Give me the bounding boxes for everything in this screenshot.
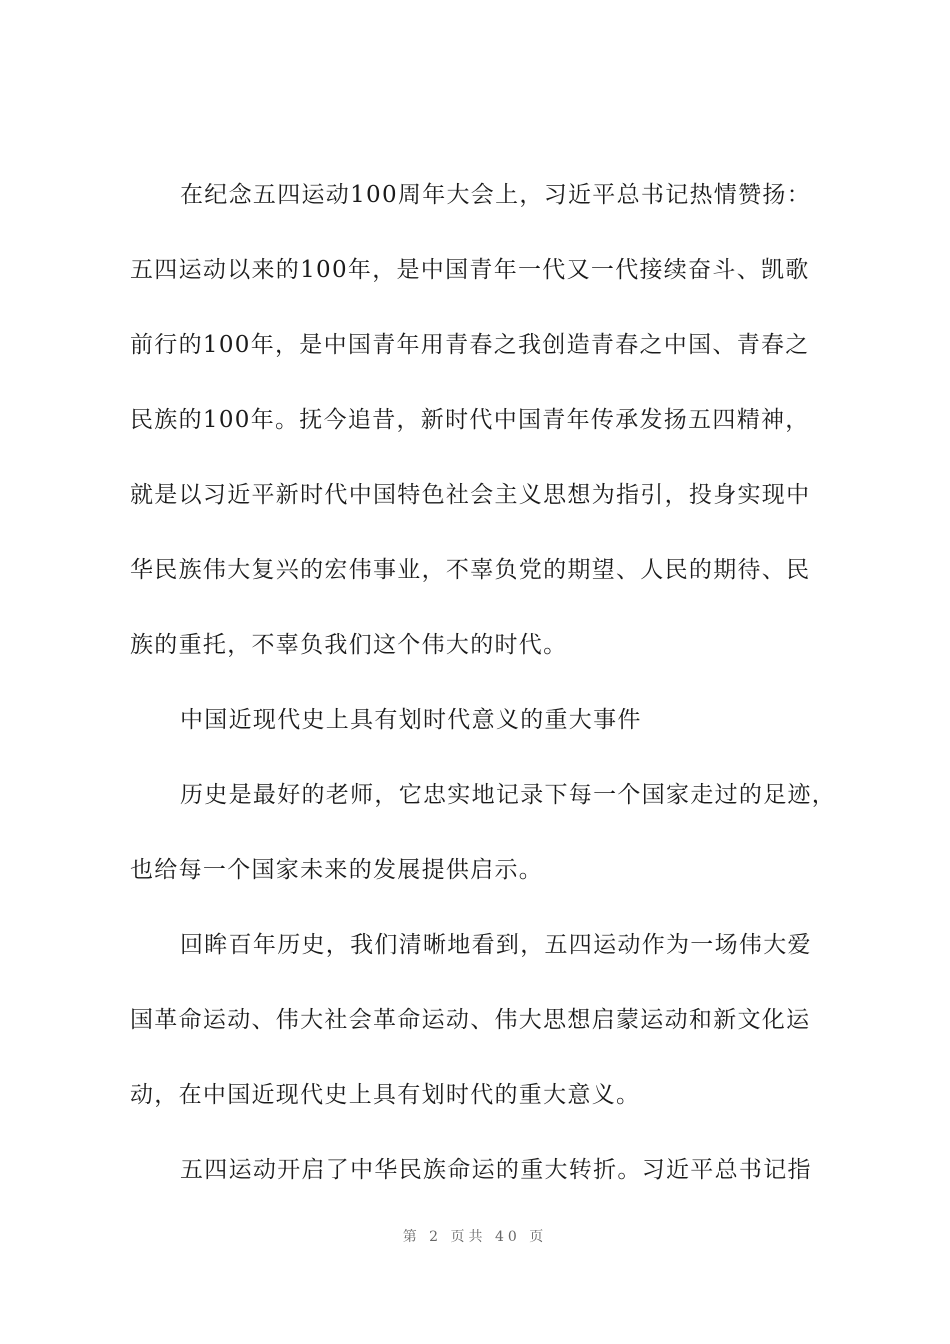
- paragraph-3-line-2: 国革命运动、伟大社会革命运动、伟大思想启蒙运动和新文化运: [130, 1007, 811, 1033]
- paragraph-1-line-2: 五四运动以来的100年，是中国青年一代又一代接续奋斗、凯歌: [130, 257, 810, 283]
- paragraph-1-line-7: 族的重托，不辜负我们这个伟大的时代。: [130, 632, 568, 658]
- paragraph-1-line-4: 民族的100年。抚今追昔，新时代中国青年传承发扬五四精神，: [130, 407, 810, 433]
- paragraph-1-line-3: 前行的100年，是中国青年用青春之我创造青春之中国、青春之: [130, 332, 810, 358]
- paragraph-1-line-1: 在纪念五四运动100周年大会上，习近平总书记热情赞扬：: [180, 182, 811, 208]
- paragraph-3-line-1: 回眸百年历史，我们清晰地看到，五四运动作为一场伟大爱: [180, 932, 812, 958]
- paragraph-1-line-6: 华民族伟大复兴的宏伟事业，不辜负党的期望、人民的期待、民: [130, 557, 811, 583]
- paragraph-3-line-3: 动，在中国近现代史上具有划时代的重大意义。: [130, 1082, 641, 1108]
- paragraph-2-line-2: 也给每一个国家未来的发展提供启示。: [130, 857, 544, 883]
- paragraph-4-line-1: 五四运动开启了中华民族命运的重大转折。习近平总书记指: [180, 1157, 812, 1183]
- paragraph-2-line-1: 历史是最好的老师，它忠实地记录下每一个国家走过的足迹，: [180, 782, 837, 808]
- section-heading: 中国近现代史上具有划时代意义的重大事件: [180, 707, 642, 733]
- paragraph-1-line-5: 就是以习近平新时代中国特色社会主义思想为指引，投身实现中: [130, 482, 811, 508]
- page-number-footer: 第 2 页共 40 页: [402, 1229, 548, 1245]
